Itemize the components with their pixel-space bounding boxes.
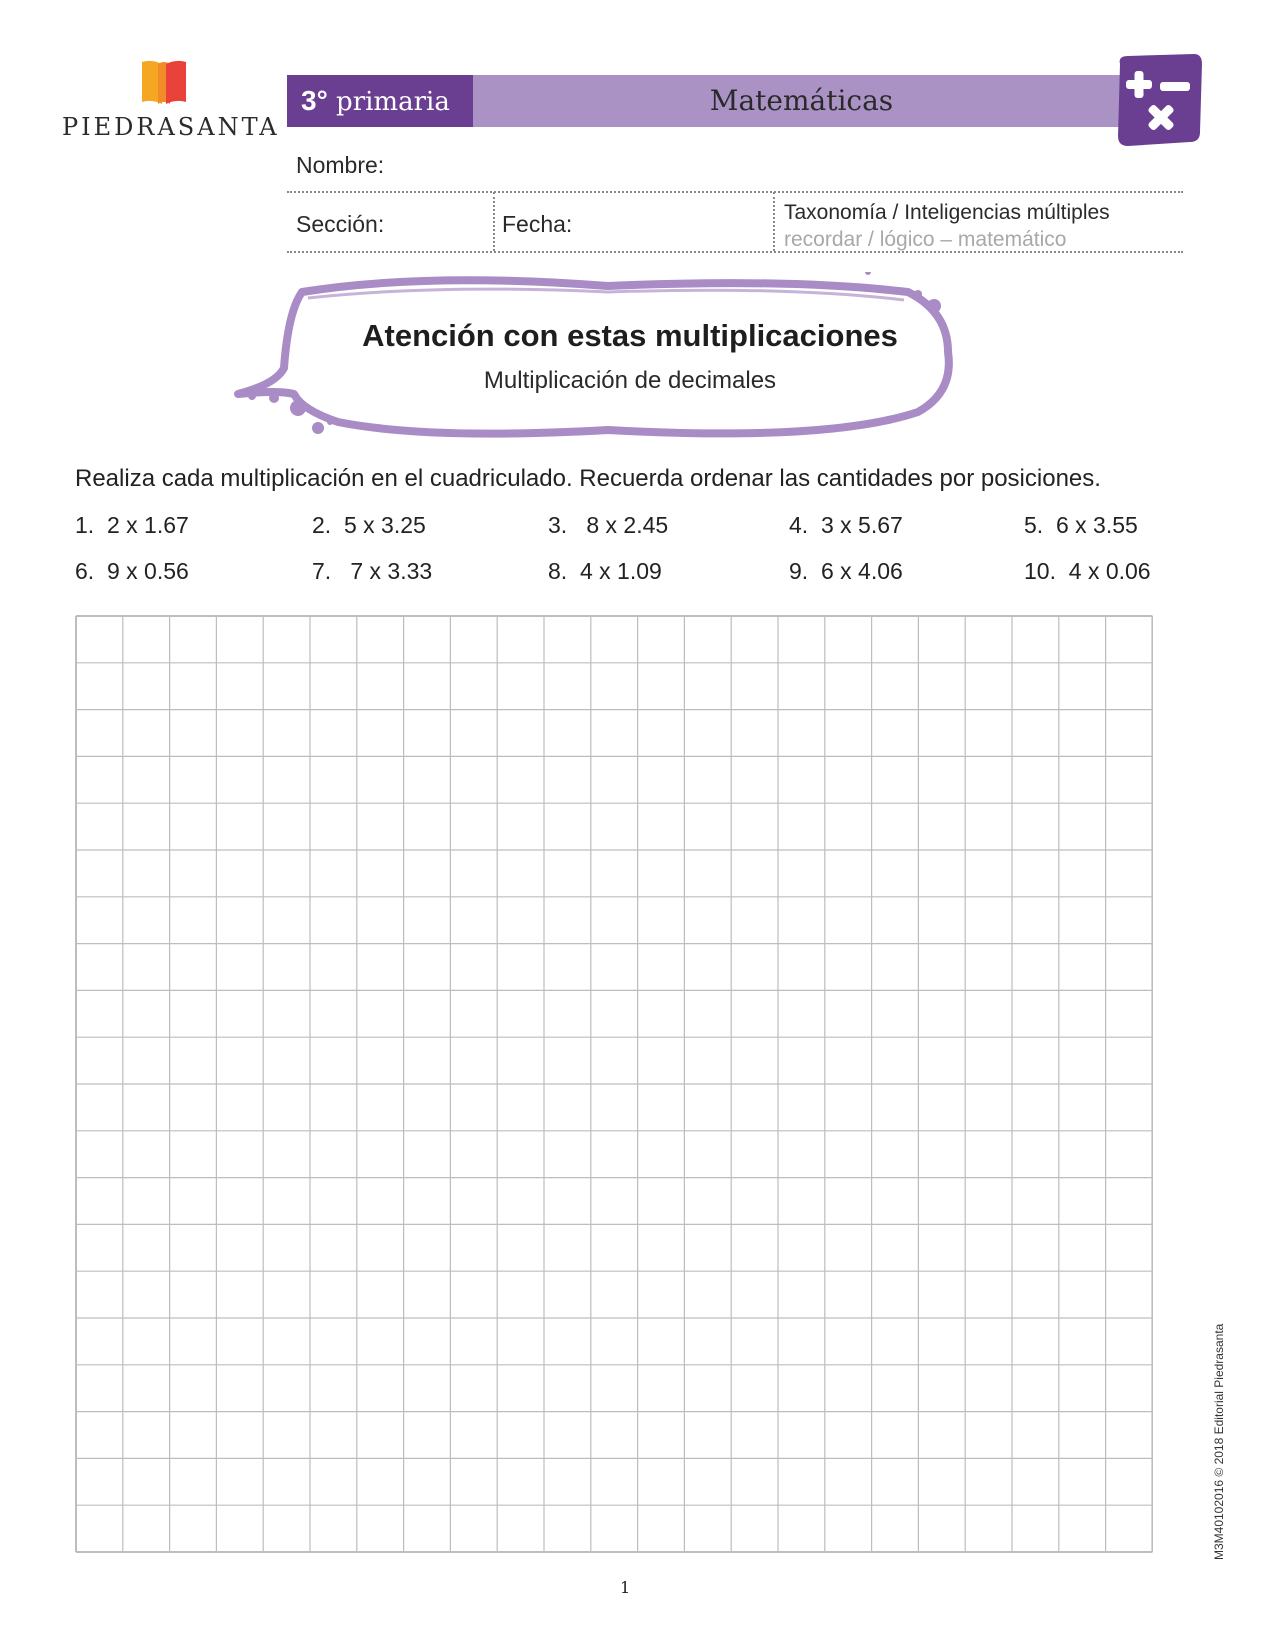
name-label: Nombre: xyxy=(296,152,385,178)
grade-text: primaria xyxy=(336,87,450,117)
divider xyxy=(287,251,1183,253)
taxonomy-title: Taxonomía / Inteligencias múltiples xyxy=(784,201,1110,224)
divider xyxy=(493,192,495,251)
divider xyxy=(773,192,775,251)
page-number: 1 xyxy=(620,1578,631,1597)
brand-name: PIEDRASANTA xyxy=(62,113,280,141)
divider xyxy=(287,191,1183,193)
grade-label xyxy=(287,75,473,127)
exercise-item: 5. 6 x 3.55 xyxy=(1024,512,1138,538)
exercise-item: 9. 6 x 4.06 xyxy=(789,558,903,584)
taxonomy-value: recordar / lógico – matemático xyxy=(784,228,1067,251)
exercise-item: 4. 3 x 5.67 xyxy=(789,512,903,538)
title-cloud-frame xyxy=(228,272,988,452)
exercise-item: 10. 4 x 0.06 xyxy=(1024,558,1151,584)
section-label: Sección: xyxy=(296,211,385,237)
exercise-item: 7. 7 x 3.33 xyxy=(312,558,433,584)
exercise-item: 1. 2 x 1.67 xyxy=(75,512,189,538)
instruction-text: Realiza cada multiplicación en el cuadriculado. Recuerda ordenar las cantidades por posiciones. xyxy=(75,465,1101,492)
subject-title: Matemáticas xyxy=(473,75,1130,127)
exercise-item: 3. 8 x 2.45 xyxy=(548,512,669,538)
exercise-item: 8. 4 x 1.09 xyxy=(548,558,662,584)
grade-number: 3° xyxy=(301,85,328,116)
piedrasanta-logo-mark xyxy=(138,58,190,110)
exercise-item: 6. 9 x 0.56 xyxy=(75,558,189,584)
exercise-item: 2. 5 x 3.25 xyxy=(312,512,426,538)
activity-subtitle: Multiplicación de decimales xyxy=(483,367,777,394)
date-label: Fecha: xyxy=(502,211,573,237)
activity-title: Atención con estas multiplicaciones xyxy=(362,318,898,353)
answer-grid[interactable] xyxy=(75,615,1153,1553)
plus-minus-times-icon xyxy=(1112,54,1204,150)
copyright-notice: M3M40102016 © 2018 Editorial Piedrasanta xyxy=(1212,1323,1226,1560)
